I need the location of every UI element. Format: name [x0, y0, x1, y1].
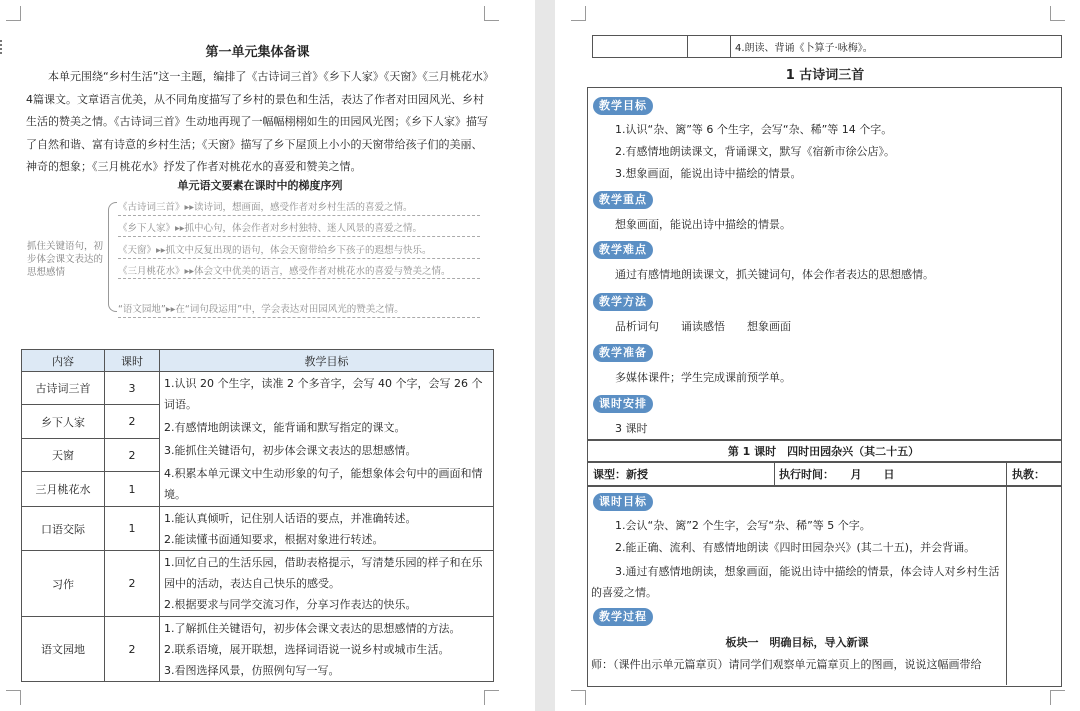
margin-mark: [571, 6, 586, 21]
page-gutter: [535, 0, 555, 711]
badge-schedule: 课时安排: [593, 395, 653, 413]
unit-plan-table: [21, 349, 494, 682]
exec-time-label: 执行时间： 月 日: [779, 468, 895, 481]
goal-line: 3.看图选择风景，仿照例句写一写。: [164, 663, 340, 677]
section-goals: [593, 94, 653, 115]
goal-line: 1.能认真倾听，记住别人话语的要点，并准确转述。: [164, 511, 417, 525]
section-line: 2.有感情地朗读课文，背诵课文，默写《宿新市徐公店》。: [615, 145, 895, 158]
cell-content: 习作: [22, 551, 105, 617]
cell-content: 口语交际: [22, 507, 105, 551]
diagram-title: 单元语文要素在课时中的梯度序列: [177, 179, 343, 192]
margin-mark: [484, 6, 499, 21]
section-line: 多媒体课件；学生完成课前预学单。: [615, 371, 791, 384]
section-process: [593, 605, 653, 626]
table-row: [22, 372, 494, 405]
goal-line: 4.积累本单元课文中生动形象的句子，能想象体会句中的画面和情境。: [164, 467, 483, 501]
badge-process: 教学过程: [593, 608, 653, 626]
cell-goals: [160, 372, 494, 507]
intro-paragraph: [26, 66, 491, 179]
margin-mark: [1050, 690, 1065, 705]
margin-mark: [571, 690, 586, 705]
empty-cell: [593, 36, 688, 58]
table-row: [22, 507, 494, 551]
margin-mark: [6, 6, 21, 21]
section-line: 1.会认“杂、篱”2 个生字，会写“杂、稀”等 5 个字。: [615, 519, 871, 532]
diagram-row: 《乡下人家》▸▸抓中心句，体会作者对乡村独特、迷人风景的喜爱之情。: [118, 222, 480, 237]
badge-difficulty: 教学难点: [593, 241, 653, 259]
cell-content: 古诗词三首: [22, 372, 105, 405]
goal-line: 2.有感情地朗读课文，能背诵和默写指定的课文。: [164, 421, 406, 434]
cell-content: 天窗: [22, 438, 105, 471]
cell-hours: 1: [105, 472, 160, 507]
cell-hours: 2: [105, 617, 160, 682]
lesson-title: 1 古诗词三首: [785, 68, 865, 83]
diagram-row: 《三月桃花水》▸▸体会文中优美的语言，感受作者对桃花水的喜爱与赞美之情。: [118, 266, 480, 279]
right-page: [555, 0, 1080, 711]
cell-goals: [160, 507, 494, 551]
header-goals: 教学目标: [160, 350, 494, 372]
cell-goal: 4.朗读、背诵《卜算子·咏梅》。: [731, 36, 1062, 58]
goal-line: 2.能读懂书面通知要求，根据对象进行转述。: [164, 532, 384, 546]
margin-mark: [484, 690, 499, 705]
section-line: 通过有感情地朗读课文，抓关键词句，体会作者表达的思想感情。: [615, 268, 934, 281]
table-row: [593, 36, 1062, 58]
goal-line: 1.回忆自己的生活乐园，借助表格提示，写清楚乐园的样子和在乐园中的活动，表达自己快乐的感受。: [164, 556, 483, 590]
diagram-row: 《古诗词三首》▸▸读诗词，想画面，感受作者对乡村生活的喜爱之情。: [118, 201, 480, 216]
goal-line: 3.能抓住关键语句，初步体会课文表达的思想感情。: [164, 444, 417, 457]
badge-prep: 教学准备: [593, 344, 653, 362]
section-period-goals: [593, 490, 653, 511]
cell-hours: 3: [105, 372, 160, 405]
diagram-root: 抓住关键语句，初步体会课文表达的思想感情: [27, 241, 104, 278]
cell-content: 三月桃花水: [22, 472, 105, 507]
divider: [1006, 485, 1007, 685]
badge-key: 教学重点: [593, 191, 653, 209]
cell-goals: [160, 617, 494, 682]
header-hours: 课时: [105, 350, 160, 372]
badge-period-goals: 课时目标: [593, 493, 653, 511]
divider: [774, 461, 775, 485]
margin-mark: [6, 690, 21, 705]
section-line: 品析词句 诵读感悟 想象画面: [615, 320, 791, 333]
left-page: [0, 0, 535, 711]
section-key: [593, 188, 653, 209]
badge-goals: 教学目标: [593, 97, 653, 115]
type-label: 课型：新授: [593, 468, 648, 481]
section-line: 2.能正确、流利、有感情地朗读《四时田园杂兴》(其二十五)，并会背诵。: [615, 541, 976, 554]
intro-text: 本单元围绕“乡村生活”这一主题，编排了《古诗词三首》《乡下人家》《天窗》《三月桃花水》4篇课文。文章语言优美，从不同角度描写了乡村的景色和生活，表达了作者对田园风光、乡村生活的赞美之情。《古诗词三首》生动地再现了一幅幅栩栩如生的田园风光图；《乡下人家》描写了自然和谐、富有诗意的乡村生活；《天窗》描写了乡下屋顶上小小的天窗带给孩子们的美丽、神奇的想象；《三月桃花水》抒发了作者对桃花水的喜爱和赞美之情。: [26, 70, 489, 174]
section-line: 想象画面，能说出诗中描绘的情景。: [615, 218, 791, 231]
goal-line: 2.根据要求与同学交流习作，分享习作表达的快乐。: [164, 598, 417, 611]
cell-hours: 2: [105, 405, 160, 438]
goal-line: 2.联系语境，展开联想，选择词语说一说乡村或城市生活。: [164, 642, 450, 656]
section-schedule: [593, 392, 653, 413]
table-row: [22, 617, 494, 682]
section-prep: [593, 341, 653, 362]
margin-mark: [1050, 6, 1065, 21]
badge-method: 教学方法: [593, 293, 653, 311]
section-line: 1.认识“杂、篱”等 6 个生字，会写“杂、稀”等 14 个字。: [615, 123, 893, 136]
diagram-bracket: [108, 202, 117, 312]
cell-goals: [160, 551, 494, 617]
divider: [1006, 461, 1007, 485]
table-header: [22, 350, 494, 372]
cell-hours: 2: [105, 551, 160, 617]
cell-hours: 1: [105, 507, 160, 551]
teacher-line: 师：（课件出示单元篇章页）请同学们观察单元篇章页上的图画，说说这幅画带给: [591, 658, 982, 671]
goal-line: 1.了解抓住关键语句，初步体会课文表达的思想感情的方法。: [164, 621, 461, 635]
cell-hours: 2: [105, 438, 160, 471]
page-title: 第一单元集体备课: [205, 45, 310, 60]
lesson-info-box: [587, 87, 1062, 441]
section-line: 3.想象画面，能说出诗中描绘的情景。: [615, 167, 802, 180]
carryover-table: [592, 35, 1062, 58]
teacher-label: 执教：: [1012, 468, 1045, 481]
header-content: 内容: [22, 350, 105, 372]
diagram-row: “语文园地”▸▸在“词句段运用”中，学会表达对田园风光的赞美之情。: [118, 303, 480, 318]
cell-content: 语文园地: [22, 617, 105, 682]
section-line: 3.通过有感情地朗读，想象画面，能说出诗中描绘的情景，体会诗人对乡村生活的喜爱之情。: [591, 565, 1000, 599]
section-method: [593, 290, 653, 311]
empty-cell: [688, 36, 731, 58]
diagram-row: 《天窗》▸▸抓文中反复出现的语句，体会天窗带给乡下孩子的遐想与快乐。: [118, 244, 480, 259]
goal-line: 1.认识 20 个生字，读准 2 个多音字，会写 40 个字，会写 26 个词语。: [164, 377, 483, 411]
cell-content: 乡下人家: [22, 405, 105, 438]
period-title: 第 1 课时 四时田园杂兴（其二十五）: [727, 445, 920, 458]
table-row: [22, 551, 494, 617]
block-title: 板块一 明确目标，导入新课: [725, 636, 869, 649]
section-line: 3 课时: [615, 422, 648, 435]
section-difficulty: [593, 238, 653, 259]
